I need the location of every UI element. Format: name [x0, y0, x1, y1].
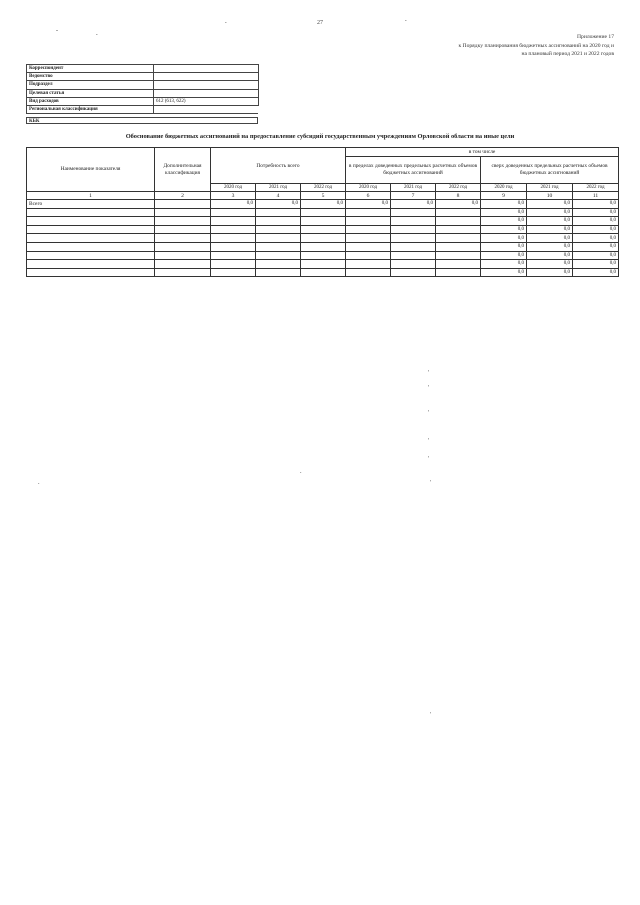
value-cell: [256, 260, 301, 269]
page-number: 27: [317, 20, 323, 26]
table-row: [27, 242, 619, 251]
column-index: 4: [256, 192, 301, 200]
header-row-correspondent: [27, 65, 259, 73]
value-cell: 0,0: [301, 200, 346, 209]
column-index: 6: [346, 192, 391, 200]
header-label: Региональная классификация: [27, 105, 154, 113]
table-row: [27, 251, 619, 260]
column-header-beyond-limits: сверх доведенных предельных расчетных объемов бюджетных ассигнований: [481, 157, 619, 184]
year-header: 2020 год: [211, 184, 256, 192]
value-cell: [211, 217, 256, 226]
value-cell: [301, 251, 346, 260]
row-extra-classification-cell: [155, 234, 211, 243]
column-index: 10: [527, 192, 573, 200]
document-title: Обоснование бюджетных ассигнований на предоставление субсидий государственным учреждениям Орловской области на иные цели: [125, 133, 515, 140]
table-row: [27, 260, 619, 269]
column-index: 11: [573, 192, 619, 200]
value-cell: [391, 260, 436, 269]
value-cell: 0,0: [527, 268, 573, 277]
row-name-cell: [27, 234, 155, 243]
value-cell: [346, 268, 391, 277]
year-header: 2022 год: [436, 184, 481, 192]
year-header: 2022 год: [573, 184, 619, 192]
value-cell: 0,0: [481, 251, 527, 260]
header-row-subsection: [27, 81, 259, 89]
appendix-reference-line-2: на плановый период 2021 и 2022 годов: [521, 51, 614, 57]
value-cell: 0,0: [481, 242, 527, 251]
value-cell: [211, 234, 256, 243]
table-row: [27, 225, 619, 234]
value-cell: 0,0: [256, 200, 301, 209]
row-extra-classification-cell: [155, 217, 211, 226]
header-value: [154, 81, 259, 89]
value-cell: [436, 260, 481, 269]
value-cell: 0,0: [527, 260, 573, 269]
row-extra-classification-cell: [155, 225, 211, 234]
row-name-cell: [27, 242, 155, 251]
value-cell: [391, 242, 436, 251]
value-cell: [301, 234, 346, 243]
value-cell: [211, 242, 256, 251]
value-cell: [256, 217, 301, 226]
row-name-cell: [27, 217, 155, 226]
value-cell: [436, 251, 481, 260]
value-cell: [256, 251, 301, 260]
value-cell: [391, 251, 436, 260]
table-row: [27, 217, 619, 226]
header-row-regional-classification: [27, 105, 259, 113]
header-value: [154, 89, 259, 97]
value-cell: 0,0: [573, 200, 619, 209]
value-cell: [346, 217, 391, 226]
value-cell: [436, 268, 481, 277]
table-body: [27, 200, 619, 277]
value-cell: [256, 208, 301, 217]
value-cell: [436, 242, 481, 251]
row-extra-classification-cell: [155, 208, 211, 217]
column-index: 1: [27, 192, 155, 200]
value-cell: [256, 234, 301, 243]
value-cell: [346, 225, 391, 234]
value-cell: 0,0: [527, 217, 573, 226]
value-cell: 0,0: [573, 217, 619, 226]
value-cell: 0,0: [527, 208, 573, 217]
value-cell: 0,0: [436, 200, 481, 209]
year-header: 2022 год: [301, 184, 346, 192]
value-cell: 0,0: [527, 225, 573, 234]
table-row: [27, 268, 619, 277]
year-header: 2021 год: [527, 184, 573, 192]
value-cell: [301, 225, 346, 234]
value-cell: 0,0: [527, 242, 573, 251]
value-cell: [346, 251, 391, 260]
value-cell: 0,0: [573, 268, 619, 277]
header-row-target-article: [27, 89, 259, 97]
row-name-cell: [27, 208, 155, 217]
value-cell: [211, 208, 256, 217]
header-label: Вид расходов: [27, 97, 154, 105]
value-cell: [301, 268, 346, 277]
column-index: 7: [391, 192, 436, 200]
column-index: 8: [436, 192, 481, 200]
value-cell: 0,0: [211, 200, 256, 209]
value-cell: 0,0: [573, 242, 619, 251]
row-extra-classification-cell: [155, 251, 211, 260]
header-value: [154, 105, 259, 113]
row-extra-classification-cell: [155, 242, 211, 251]
value-cell: [346, 260, 391, 269]
year-header: 2021 год: [256, 184, 301, 192]
value-cell: [391, 217, 436, 226]
row-name-cell: [27, 260, 155, 269]
value-cell: 0,0: [527, 234, 573, 243]
header-value: 612 (613, 622): [154, 97, 259, 105]
value-cell: [211, 251, 256, 260]
year-header: 2021 год: [391, 184, 436, 192]
value-cell: 0,0: [481, 268, 527, 277]
value-cell: 0,0: [573, 208, 619, 217]
value-cell: 0,0: [346, 200, 391, 209]
column-header-including: в том числе: [346, 148, 619, 157]
header-label: Подраздел: [27, 81, 154, 89]
year-header: 2020 год: [481, 184, 527, 192]
column-index: 3: [211, 192, 256, 200]
column-index: 5: [301, 192, 346, 200]
column-header-extra-classification: Дополнительная классификация: [155, 148, 211, 192]
value-cell: 0,0: [481, 200, 527, 209]
value-cell: [436, 208, 481, 217]
value-cell: [256, 225, 301, 234]
value-cell: [211, 260, 256, 269]
kbk-field: КБК: [26, 117, 258, 124]
header-value: [154, 65, 259, 73]
table-row: [27, 234, 619, 243]
header-row-expense-type: [27, 97, 259, 105]
row-extra-classification-cell: [155, 260, 211, 269]
value-cell: 0,0: [573, 251, 619, 260]
year-header: 2020 год: [346, 184, 391, 192]
value-cell: 0,0: [573, 260, 619, 269]
header-label: Корреспондент: [27, 65, 154, 73]
value-cell: [256, 242, 301, 251]
row-name-cell: [27, 225, 155, 234]
value-cell: 0,0: [527, 251, 573, 260]
value-cell: [436, 225, 481, 234]
value-cell: [346, 234, 391, 243]
value-cell: [436, 234, 481, 243]
value-cell: 0,0: [481, 225, 527, 234]
value-cell: [211, 268, 256, 277]
row-extra-classification-cell: [155, 200, 211, 209]
table-row: [27, 208, 619, 217]
value-cell: 0,0: [481, 208, 527, 217]
row-name-cell: [27, 251, 155, 260]
value-cell: [301, 217, 346, 226]
header-classification-block: [26, 64, 259, 114]
value-cell: 0,0: [573, 225, 619, 234]
value-cell: 0,0: [573, 234, 619, 243]
row-name-cell: [27, 268, 155, 277]
value-cell: 0,0: [527, 200, 573, 209]
column-header-name: Наименование показателя: [27, 148, 155, 192]
appendix-reference-line-1: к Порядку планирования бюджетных ассигнований на 2020 год и: [458, 43, 614, 49]
column-header-need-total: Потребность всего: [211, 148, 346, 184]
value-cell: [346, 208, 391, 217]
value-cell: 0,0: [481, 234, 527, 243]
value-cell: [301, 208, 346, 217]
value-cell: 0,0: [481, 260, 527, 269]
value-cell: [436, 217, 481, 226]
column-index: 2: [155, 192, 211, 200]
value-cell: [346, 242, 391, 251]
value-cell: [301, 242, 346, 251]
value-cell: [391, 268, 436, 277]
row-name-cell: Всего: [27, 200, 155, 209]
value-cell: 0,0: [391, 200, 436, 209]
header-row-department: [27, 73, 259, 81]
value-cell: 0,0: [481, 217, 527, 226]
appendix-title: Приложение 17: [576, 34, 614, 40]
header-value: [154, 73, 259, 81]
column-index-row: [27, 192, 619, 200]
value-cell: [211, 225, 256, 234]
header-label: Ведомство: [27, 73, 154, 81]
column-header-within-limits: в пределах доведенных предельных расчетных объемов бюджетных ассигнований: [346, 157, 481, 184]
row-extra-classification-cell: [155, 268, 211, 277]
table-header-row-1: [27, 148, 619, 157]
value-cell: [301, 260, 346, 269]
column-index: 9: [481, 192, 527, 200]
header-label: Целевая статья: [27, 89, 154, 97]
table-row: [27, 200, 619, 209]
budget-justification-table: [26, 147, 619, 277]
value-cell: [391, 234, 436, 243]
value-cell: [391, 208, 436, 217]
value-cell: [391, 225, 436, 234]
value-cell: [256, 268, 301, 277]
